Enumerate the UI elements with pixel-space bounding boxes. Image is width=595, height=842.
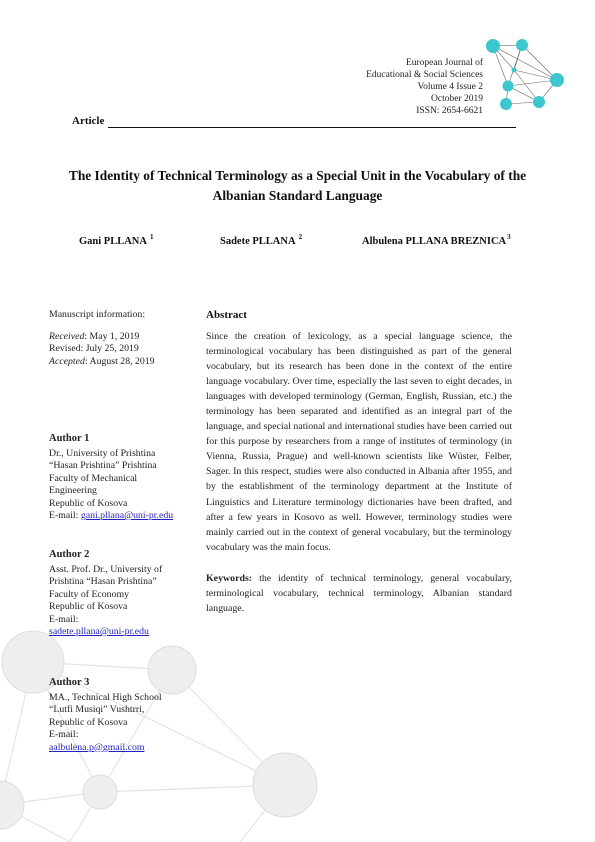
manuscript-info [49,309,199,368]
revised-date: Revised: July 25, 2019 [49,343,139,354]
accepted-date: Accepted: August 28, 2019 [49,355,155,367]
journal-name-line2: Educational & Social Sciences [366,70,483,80]
author-3-affiliation-line: “Lutfi Musiqi” Vushtrri, [49,704,145,715]
author-3-affiliation-line: Republic of Kosova [49,716,128,728]
author-2-affiliation-line: E-mail: [49,613,79,625]
author-3-affiliation-line: MA., Technical High School [49,691,162,703]
author-3-email-link[interactable]: aalbulena.p@gmail.com [49,741,145,753]
author-1-affiliation-line: Engineering [49,485,97,496]
journal-header [366,57,483,117]
paper-title: The Identity of Technical Terminology as a Special Unit in the Vocabulary of the Albanian Standard Language [68,168,527,203]
author-3-block [49,677,199,754]
journal-logo-network-icon [482,36,570,116]
keywords [206,571,512,616]
keywords-text: the identity of technical terminology, general vocabulary, terminological vocabulary, technical terminology, Albanian standard language. [206,573,512,615]
author-2-name: Sadete PLLANA $^2$ [220,233,303,247]
abstract-heading: Abstract [206,309,247,321]
author-3-email-line [49,742,199,755]
author-2-affiliation-line: Prishtina “Hasan Prishtina” [49,576,157,587]
article-type-label: Article [72,115,105,127]
journal-name-line1: European Journal of [405,58,483,68]
author-1-affiliation-line: Republic of Kosova [49,497,128,509]
author-1-heading: Author 1 [49,433,90,444]
author-2-affiliation-line: Republic of Kosova [49,601,128,612]
journal-issn: ISSN: 2654-6621 [416,106,483,116]
journal-volume: Volume 4 Issue 2 [417,82,483,92]
keywords-label: Keywords: [206,573,253,584]
author-3-affiliation-line: E-mail: [49,729,79,740]
author-2-email-line [49,626,199,639]
author-1-email-line: E-mail: gani.pllana@uni-pr.edu [49,510,174,521]
author-3-heading: Author 3 [49,677,90,688]
author-2-affiliation-line: Asst. Prof. Dr., University of [49,563,163,575]
article-rule-divider [108,127,516,128]
author-1-name: Gani PLLANA $^1$ [79,233,154,247]
author-1-affiliation-line: “Hasan Prishtina” Prishtina [49,460,157,471]
author-1-affiliation-line: Faculty of Mechanical [49,472,138,484]
author-1-block [49,433,199,523]
author-2-block [49,549,199,639]
author-2-heading: Author 2 [49,549,90,560]
author-1-email-link[interactable]: gani.pllana@uni-pr.edu [80,510,174,521]
author-3-name: Albulena PLLANA BREZNICA$^3$ [362,233,511,247]
abstract-text: Since the creation of lexicology, as a special language science, the terminological vocabulary has been distinguished as part of the general vocabulary, but its research has been done in the context of the entire language vocabulary. Over time, especially the last seven to eight decades, in languages with developed terminology (German, English, Russian, etc.) the terminology has been separated and identified as an integral part of the language, and special national and international studies have been carried out for this purpose by researchers from a range of institutes of terminology (in Vienna, Russia, Prague) and well-known scientists like Wüster, Felber, Sager. In this respect, studies were also conducted in Albania after 1955, and by the establishment of the terminology department at the Institute of Linguistics and Literature terminology dictionaries have been drafted, and after a few years in Kosovo as well. However, terminology studies were mainly carried out in the context of general vocabulary, but the terminology vocabulary was the main focus. [206,331,512,553]
manuscript-heading: Manuscript information: [49,309,146,320]
author-2-affiliation-line: Faculty of Economy [49,588,129,600]
received-date: Received: May 1, 2019 [49,330,140,342]
journal-date: October 2019 [431,94,483,104]
author-2-email-link[interactable]: sadete.pllana@uni-pr.edu [49,626,149,637]
author-1-affiliation-line: Dr., University of Prishtina [49,447,156,459]
